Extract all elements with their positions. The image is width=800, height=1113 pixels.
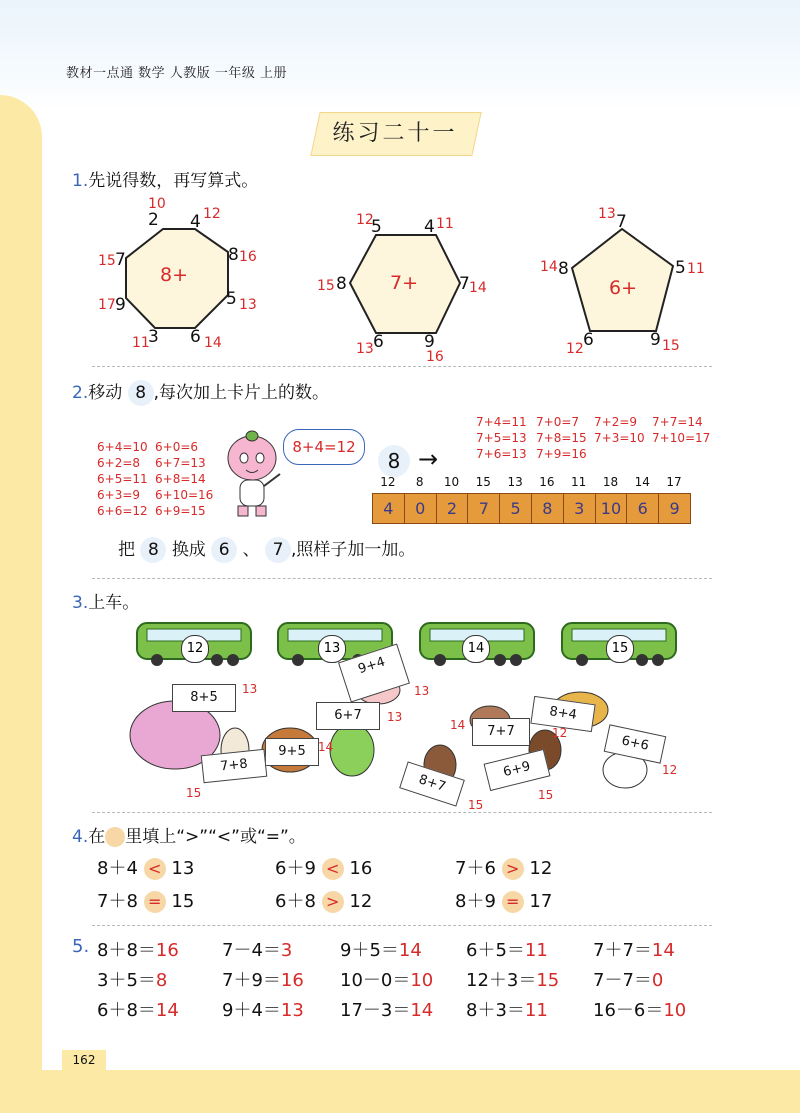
calc xyxy=(593,936,675,962)
oct-v0: 2 xyxy=(148,210,159,230)
separator-1 xyxy=(92,366,712,367)
calc xyxy=(593,996,686,1022)
q2-pre: 移动 xyxy=(88,383,123,403)
instr-pre: 把 xyxy=(118,540,135,560)
calc-expr: 12＋3＝ xyxy=(466,970,537,991)
left-eq: 6+6=12 xyxy=(97,504,148,518)
pent-v0: 7 xyxy=(616,212,627,232)
strip-cell: 4 xyxy=(373,494,405,523)
hex-v1: 4 xyxy=(424,217,435,237)
speech-bubble: 8+4=12 xyxy=(283,429,365,465)
q3-heading xyxy=(72,588,139,613)
hexagon-center: 7+ xyxy=(390,272,419,294)
calc-answer: 14 xyxy=(651,940,675,961)
pent-v3: 6 xyxy=(583,330,594,350)
calc xyxy=(466,936,548,962)
calc-expr: 3＋5＝ xyxy=(97,970,156,991)
top-number: 16 xyxy=(539,475,555,489)
cmp-left: 6＋8 xyxy=(275,891,316,912)
instr-mid: 换成 xyxy=(171,540,206,560)
calc xyxy=(222,936,292,962)
cmp-right: 15 xyxy=(171,891,195,912)
oct-v2: 8 xyxy=(228,245,239,265)
left-eq: 6+0=6 xyxy=(155,440,199,454)
q2-instruction xyxy=(118,535,415,563)
calc xyxy=(97,936,179,962)
bus-15 xyxy=(560,619,680,667)
calc-expr: 7＋9＝ xyxy=(222,970,281,991)
cmp-right: 16 xyxy=(349,858,373,879)
expr-answer: 13 xyxy=(242,682,258,696)
calc xyxy=(340,966,433,992)
top-number: 12 xyxy=(380,475,396,489)
calc-expr: 10－0＝ xyxy=(340,970,411,991)
top-number: 11 xyxy=(571,475,587,489)
expr-card: 7+7 xyxy=(472,718,530,746)
separator-4 xyxy=(92,925,712,926)
oct-v3-ans: 13 xyxy=(239,297,257,313)
left-eq: 6+5=11 xyxy=(97,472,148,486)
left-eq: 6+4=10 xyxy=(97,440,148,454)
hex-v0-ans: 12 xyxy=(356,212,374,228)
bus-number: 13 xyxy=(318,635,346,663)
q3-text: 上车。 xyxy=(88,593,140,613)
bus-number: 15 xyxy=(606,635,634,663)
cmp-5 xyxy=(275,887,372,913)
expr-card: 8+5 xyxy=(172,684,236,712)
calc xyxy=(340,936,422,962)
octagon-center: 8+ xyxy=(160,264,189,286)
pent-v4: 8 xyxy=(558,259,569,279)
calc xyxy=(466,996,548,1022)
expr-answer: 15 xyxy=(186,786,202,800)
cmp-right: 13 xyxy=(171,858,195,879)
page-title: 练习二十一 xyxy=(332,121,458,146)
q4-heading xyxy=(72,822,306,847)
q1-text: 先说得数，再写算式。 xyxy=(88,171,259,191)
oct-v7-ans: 15 xyxy=(98,253,116,269)
separator-2 xyxy=(92,578,712,579)
calc-answer: 10 xyxy=(410,970,434,991)
expr-card: 6+9 xyxy=(484,749,551,791)
expr-card: 8+7 xyxy=(399,761,465,806)
instr-card-a: 8 xyxy=(140,537,166,563)
cmp-op: > xyxy=(502,858,524,880)
top-number: 17 xyxy=(666,475,682,489)
left-eq: 6+2=8 xyxy=(97,456,141,470)
calc-expr: 8＋3＝ xyxy=(466,1000,525,1021)
cmp-op: = xyxy=(502,891,524,913)
cmp-6 xyxy=(455,887,552,913)
strip-cell: 9 xyxy=(659,494,690,523)
oct-v5: 3 xyxy=(148,327,159,347)
expr-answer: 15 xyxy=(468,798,484,812)
oct-v1: 4 xyxy=(190,212,201,232)
top-number: 8 xyxy=(415,475,424,489)
q2-right-equations xyxy=(476,414,716,462)
calc-answer: 14 xyxy=(398,940,422,961)
calc-expr: 6＋5＝ xyxy=(466,940,525,961)
pentagon-center: 6+ xyxy=(609,277,638,299)
pent-v1-ans: 11 xyxy=(687,261,705,277)
cmp-right: 12 xyxy=(529,858,553,879)
calc-expr: 9＋5＝ xyxy=(340,940,399,961)
instr-post: ,照样子加一加。 xyxy=(291,540,416,560)
calc-answer: 14 xyxy=(410,1000,434,1021)
oct-v6-ans: 17 xyxy=(98,297,116,313)
top-number: 13 xyxy=(507,475,523,489)
q4-pre: 在 xyxy=(88,827,106,847)
calc-answer: 16 xyxy=(280,970,304,991)
oct-v4: 6 xyxy=(190,327,201,347)
calc-answer: 10 xyxy=(663,1000,687,1021)
top-number: 14 xyxy=(634,475,650,489)
cmp-op: < xyxy=(322,858,344,880)
hex-v5-ans: 15 xyxy=(317,278,335,294)
expr-answer: 13 xyxy=(387,710,403,724)
left-eq: 6+9=15 xyxy=(155,504,206,518)
strip-cell: 7 xyxy=(468,494,500,523)
calc-expr: 9＋4＝ xyxy=(222,1000,281,1021)
cmp-right: 12 xyxy=(349,891,373,912)
instr-card-c: 7 xyxy=(265,537,291,563)
cmp-3 xyxy=(455,854,552,880)
pent-v2-ans: 15 xyxy=(662,338,680,354)
expr-card: 9+4 xyxy=(338,643,410,702)
right-eq: 7+3=10 xyxy=(594,431,645,445)
q4-number: 4. xyxy=(72,827,89,847)
arrow-icon: → xyxy=(418,445,439,473)
cmp-left: 8＋4 xyxy=(97,858,138,879)
expr-answer: 15 xyxy=(538,788,554,802)
strip-cell: 6 xyxy=(627,494,659,523)
strip-cell: 0 xyxy=(405,494,437,523)
oct-v0-ans: 10 xyxy=(148,196,166,212)
right-eq: 7+7=14 xyxy=(652,415,703,429)
top-number: 18 xyxy=(602,475,619,489)
cmp-left: 7＋8 xyxy=(97,891,138,912)
right-eq: 7+6=13 xyxy=(476,447,527,461)
bus-14 xyxy=(418,619,538,667)
expr-answer: 13 xyxy=(414,684,430,698)
calc-expr: 8＋8＝ xyxy=(97,940,156,961)
bottom-band xyxy=(0,1070,800,1113)
hex-v5: 8 xyxy=(336,274,347,294)
calc-answer: 11 xyxy=(524,1000,548,1021)
calc-expr: 17－3＝ xyxy=(340,1000,411,1021)
hex-v0: 5 xyxy=(371,217,382,237)
bus-12 xyxy=(135,619,255,667)
strip-cell: 10 xyxy=(596,494,628,523)
hex-v3: 9 xyxy=(424,332,435,352)
number-strip xyxy=(372,493,691,524)
q2-post: ,每次加上卡片上的数。 xyxy=(153,383,330,403)
calc xyxy=(222,966,304,992)
cmp-left: 6＋9 xyxy=(275,858,316,879)
hex-v2-ans: 14 xyxy=(469,280,487,296)
strip-top-numbers xyxy=(372,475,690,489)
right-eq: 7+0=7 xyxy=(536,415,580,429)
left-eq: 6+8=14 xyxy=(155,472,206,486)
oct-v3: 5 xyxy=(226,289,237,309)
right-eq: 7+5=13 xyxy=(476,431,527,445)
calc-answer: 3 xyxy=(280,940,293,961)
calc xyxy=(340,996,433,1022)
expr-card: 9+5 xyxy=(265,738,319,766)
right-eq: 7+4=11 xyxy=(476,415,527,429)
oct-v2-ans: 16 xyxy=(239,249,257,265)
bus-number: 14 xyxy=(462,635,490,663)
calc-answer: 15 xyxy=(536,970,560,991)
expr-answer: 14 xyxy=(318,740,334,754)
calc-answer: 16 xyxy=(155,940,179,961)
calc-answer: 11 xyxy=(524,940,548,961)
expr-card: 6+6 xyxy=(604,724,667,763)
calc xyxy=(466,966,559,992)
pent-v4-ans: 14 xyxy=(540,259,558,275)
hex-v4-ans: 13 xyxy=(356,341,374,357)
calc xyxy=(97,966,167,992)
hex-v4: 6 xyxy=(373,332,384,352)
cmp-op: = xyxy=(144,891,166,913)
cmp-right: 17 xyxy=(529,891,553,912)
left-eq: 6+3=9 xyxy=(97,488,141,502)
blank-circle-icon xyxy=(105,827,125,847)
strip-cell: 3 xyxy=(564,494,596,523)
hex-v3-ans: 16 xyxy=(426,349,444,365)
left-eq: 6+10=16 xyxy=(155,488,214,502)
oct-v6: 9 xyxy=(115,295,126,315)
calc-answer: 13 xyxy=(280,1000,304,1021)
oct-v4-ans: 14 xyxy=(204,335,222,351)
strip-cell: 5 xyxy=(500,494,532,523)
expr-card: 6+7 xyxy=(316,702,380,730)
strip-cell: 8 xyxy=(532,494,564,523)
cmp-4 xyxy=(97,887,194,913)
page-number: 162 xyxy=(62,1050,106,1070)
q4-post: 里填上“>”“<”或“=”。 xyxy=(125,827,306,847)
oct-v7: 7 xyxy=(115,250,126,270)
q3-number: 3. xyxy=(72,593,89,613)
calc-answer: 14 xyxy=(155,1000,179,1021)
expr-answer: 12 xyxy=(552,726,568,740)
right-eq: 7+10=17 xyxy=(652,431,711,445)
peach-character xyxy=(222,428,282,520)
instr-card-b: 6 xyxy=(211,537,237,563)
hex-v2: 7 xyxy=(459,274,470,294)
q5-num: 5. xyxy=(72,936,90,957)
bus-number: 12 xyxy=(181,635,209,663)
cmp-op: > xyxy=(322,891,344,913)
q2-card: 8 xyxy=(128,380,154,406)
book-header: 教材一点通 数学 人教版 一年级 上册 xyxy=(66,66,288,81)
cmp-1 xyxy=(97,854,194,880)
calc xyxy=(222,996,304,1022)
pent-v2: 9 xyxy=(650,330,661,350)
right-eq: 7+2=9 xyxy=(594,415,638,429)
calc-answer: 0 xyxy=(651,970,664,991)
right-eq: 7+8=15 xyxy=(536,431,587,445)
cmp-left: 8＋9 xyxy=(455,891,496,912)
right-eq: 7+9=16 xyxy=(536,447,587,461)
instr-sep: 、 xyxy=(242,540,260,560)
separator-3 xyxy=(92,812,712,813)
calc-expr: 16－6＝ xyxy=(593,1000,664,1021)
hex-v1-ans: 11 xyxy=(436,216,454,232)
expr-answer: 14 xyxy=(450,718,466,732)
calc-expr: 7－4＝ xyxy=(222,940,281,961)
start-card: 8 xyxy=(378,445,410,477)
top-number: 10 xyxy=(443,475,460,489)
calc xyxy=(593,966,663,992)
cmp-left: 7＋6 xyxy=(455,858,496,879)
pent-v0-ans: 13 xyxy=(598,206,616,222)
q1-number: 1. xyxy=(72,171,89,191)
strip-cell: 2 xyxy=(437,494,469,523)
expr-card: 7+8 xyxy=(201,749,268,784)
calc-expr: 6＋8＝ xyxy=(97,1000,156,1021)
pent-v3-ans: 12 xyxy=(566,341,584,357)
pent-v1: 5 xyxy=(675,258,686,278)
oct-v5-ans: 11 xyxy=(132,335,150,351)
left-eq: 6+7=13 xyxy=(155,456,206,470)
expr-card: 8+4 xyxy=(530,696,595,732)
q2-heading xyxy=(72,378,329,406)
oct-v1-ans: 12 xyxy=(203,206,221,222)
calc-answer: 8 xyxy=(155,970,168,991)
calc xyxy=(97,996,179,1022)
calc-expr: 7＋7＝ xyxy=(593,940,652,961)
q5-number xyxy=(72,936,89,957)
calc-expr: 7－7＝ xyxy=(593,970,652,991)
cmp-2 xyxy=(275,854,372,880)
top-number: 15 xyxy=(475,475,491,489)
expr-answer: 12 xyxy=(662,763,678,777)
q2-number: 2. xyxy=(72,383,89,403)
cmp-op: < xyxy=(144,858,166,880)
